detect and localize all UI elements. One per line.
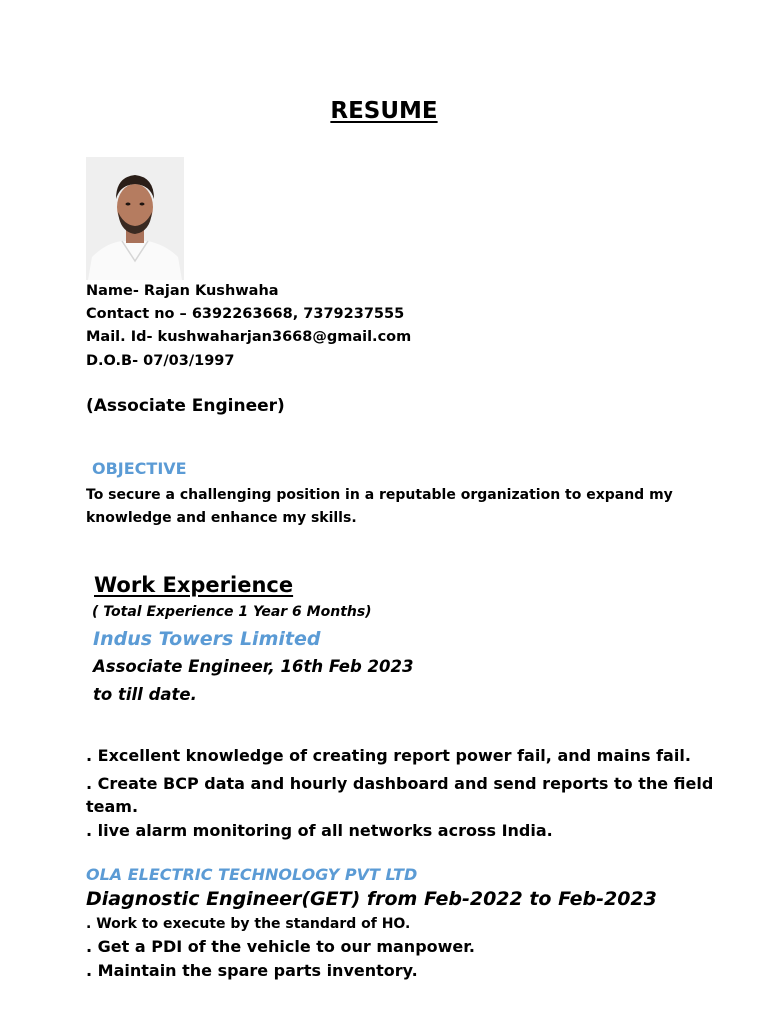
role-title: (Associate Engineer) (86, 396, 285, 416)
total-experience: ( Total Experience 1 Year 6 Months) (92, 604, 372, 620)
job2-bullet: . Get a PDI of the vehicle to our manpower. (86, 937, 475, 956)
page-title: RESUME (330, 98, 438, 124)
objective-heading: OBJECTIVE (92, 459, 187, 478)
job2-position: Diagnostic Engineer(GET) from Feb-2022 to Feb-2023 (86, 888, 657, 910)
job2-bullet: . Work to execute by the standard of HO. (86, 916, 411, 932)
dob-line: D.O.B- 07/03/1997 (86, 353, 235, 369)
company-indus-towers: Indus Towers Limited (93, 628, 321, 650)
name-line: Name- Rajan Kushwaha (86, 283, 279, 299)
job1-position: Associate Engineer, 16th Feb 2023 (93, 657, 414, 676)
job1-bullet: . live alarm monitoring of all networks across India. (86, 821, 553, 840)
job1-duration: to till date. (93, 685, 197, 704)
company-ola-electric: OLA ELECTRIC TECHNOLOGY PVT LTD (86, 865, 418, 884)
job1-bullet: . Create BCP data and hourly dashboard and send reports to the field (86, 774, 714, 793)
job1-bullet: . Excellent knowledge of creating report power fail, and mains fail. (86, 746, 691, 765)
profile-photo (86, 157, 184, 280)
email-line: Mail. Id- kushwaharjan3668@gmail.com (86, 329, 412, 345)
objective-text: To secure a challenging position in a reputable organization to expand my knowledge and enhance my skills. (86, 487, 673, 526)
work-experience-heading: Work Experience (94, 573, 294, 597)
job1-bullet-continuation: team. (86, 797, 139, 816)
contact-line: Contact no – 6392263668, 7379237555 (86, 306, 405, 322)
job2-bullet: . Maintain the spare parts inventory. (86, 961, 418, 980)
